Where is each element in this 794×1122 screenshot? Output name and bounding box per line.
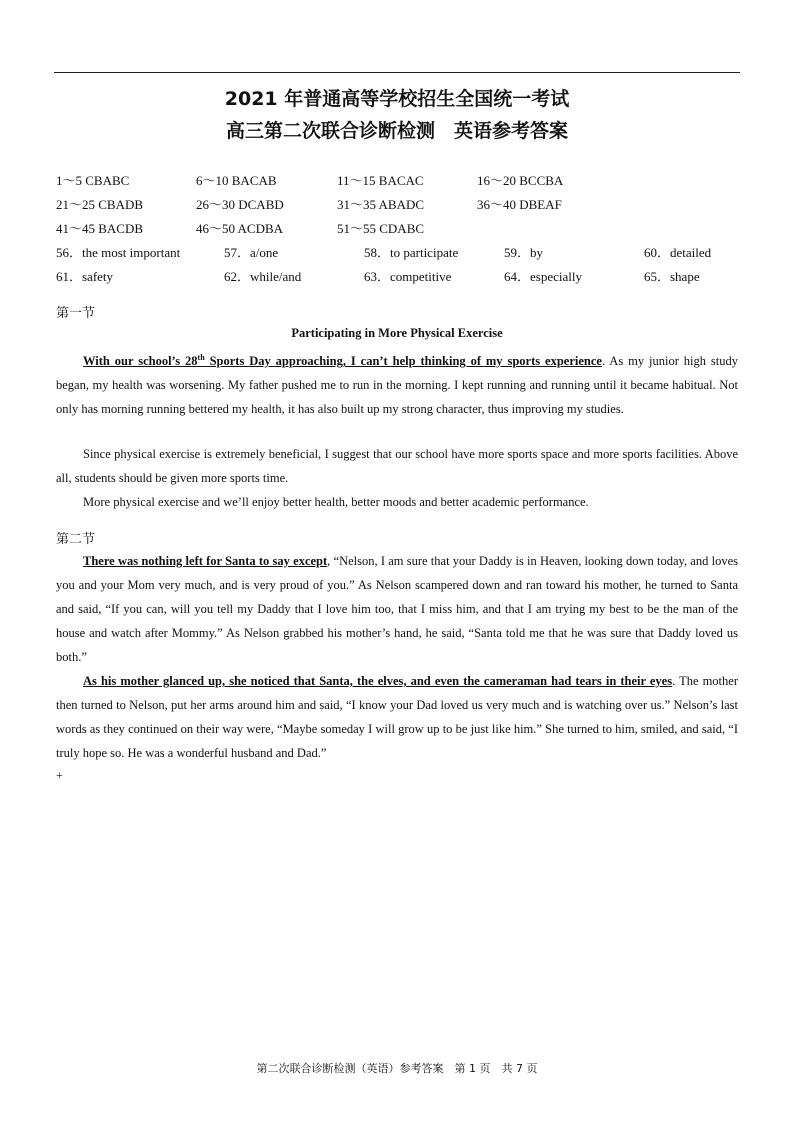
answer-item: 57．a/one: [224, 245, 279, 260]
essay-title: Participating in More Physical Exercise: [291, 326, 503, 340]
story-paragraph-2: As his mother glanced up, she noticed that Santa, the elves, and even the cameraman had tears in their eyes. The mother then turned to Nelson, put her arms around him and said, “I know your Dad loved us very much and is watching over us.” Nelson’s last words as they continued on their way were, “Maybe someday I will grow up to be just like him.” She turned to him, smiled, and said, “I truly hope so. He was a wonderful husband and Dad.”: [56, 674, 738, 760]
essay-paragraph-2: Since physical exercise is extremely beneficial, I suggest that our school have more sports space and more sports facilities. Above all, students should be given more sports time.: [56, 447, 738, 485]
answer-row: [56, 218, 746, 242]
answer-item: 59．by: [504, 245, 544, 260]
top-rule: [54, 72, 740, 73]
answer-item: 65．shape: [644, 269, 700, 284]
answer-key: [56, 170, 746, 290]
answer-item: 41～45 BACDB: [56, 221, 144, 236]
essay-paragraph-1: With our school’s 28th Sports Day approaching, I can’t help thinking of my sports experience. As my junior high study began, my health was worsening. My father pushed me to run in the morning. I kept running and running until it became habitual. Not only has morning running bettered my health, it has also built up my strong character, thus improving my studies.: [56, 353, 739, 417]
answer-row: [56, 194, 746, 218]
answer-item: 31～35 ABADC: [337, 197, 425, 212]
plus-mark: +: [56, 768, 63, 782]
answer-item: 6～10 BACAB: [196, 173, 277, 188]
answer-item: 58．to participate: [364, 245, 459, 260]
answer-item: 64．especially: [504, 269, 582, 284]
answer-item: 16～20 BCCBA: [477, 173, 564, 188]
document-subtitle: 高三第二次联合诊断检测 英语参考答案: [225, 120, 568, 142]
answer-item: 60．detailed: [644, 245, 712, 260]
answer-row: [56, 242, 746, 266]
answer-item: 63．competitive: [364, 269, 452, 284]
section-heading-2: 第二节: [56, 532, 96, 547]
answer-item: 21～25 CBADB: [56, 197, 144, 212]
answer-item: 11～15 BACAC: [337, 173, 424, 188]
answer-row: [56, 266, 746, 290]
answer-item: 1～5 CBABC: [56, 173, 130, 188]
section-heading-1: 第一节: [56, 306, 96, 321]
answer-item: 26～30 DCABD: [196, 197, 284, 212]
answer-item: 61．safety: [56, 269, 114, 284]
answer-item: 62．while/and: [224, 269, 302, 284]
underlined-opening: With our school’s 28th Sports Day approaching, I can’t help thinking of my sports experience: [83, 353, 602, 369]
answer-item: 56．the most important: [56, 245, 181, 260]
answer-row: [56, 170, 746, 194]
underlined-opening: As his mother glanced up, she noticed that Santa, the elves, and even the cameraman had tears in their eyes: [83, 674, 673, 688]
underlined-opening: There was nothing left for Santa to say except: [83, 554, 328, 568]
document-title: 2021 年普通高等学校招生全国统一考试: [224, 88, 570, 110]
page-footer: 第二次联合诊断检测（英语）参考答案 第 1 页 共 7 页: [256, 1062, 538, 1075]
answer-item: 36～40 DBEAF: [477, 197, 562, 212]
essay-paragraph-3: More physical exercise and we’ll enjoy better health, better moods and better academic performance.: [83, 495, 589, 509]
story-paragraph-1: There was nothing left for Santa to say except, “Nelson, I am sure that your Daddy is in Heaven, looking down today, and loves you and your Mom very much, and is very proud of you.” As Nelson scampered down and ran toward his mother, he turned to Santa and said, “If you can, will you tell my Daddy that I love him too, that I miss him, and that I am trying my best to be the man of the house and watch after Mommy.” As Nelson grabbed his mother’s hand, he said, “Santa told me that he was sure that Daddy loved us both.”: [56, 554, 738, 664]
answer-item: 51～55 CDABC: [337, 221, 425, 236]
answer-item: 46～50 ACDBA: [196, 221, 284, 236]
